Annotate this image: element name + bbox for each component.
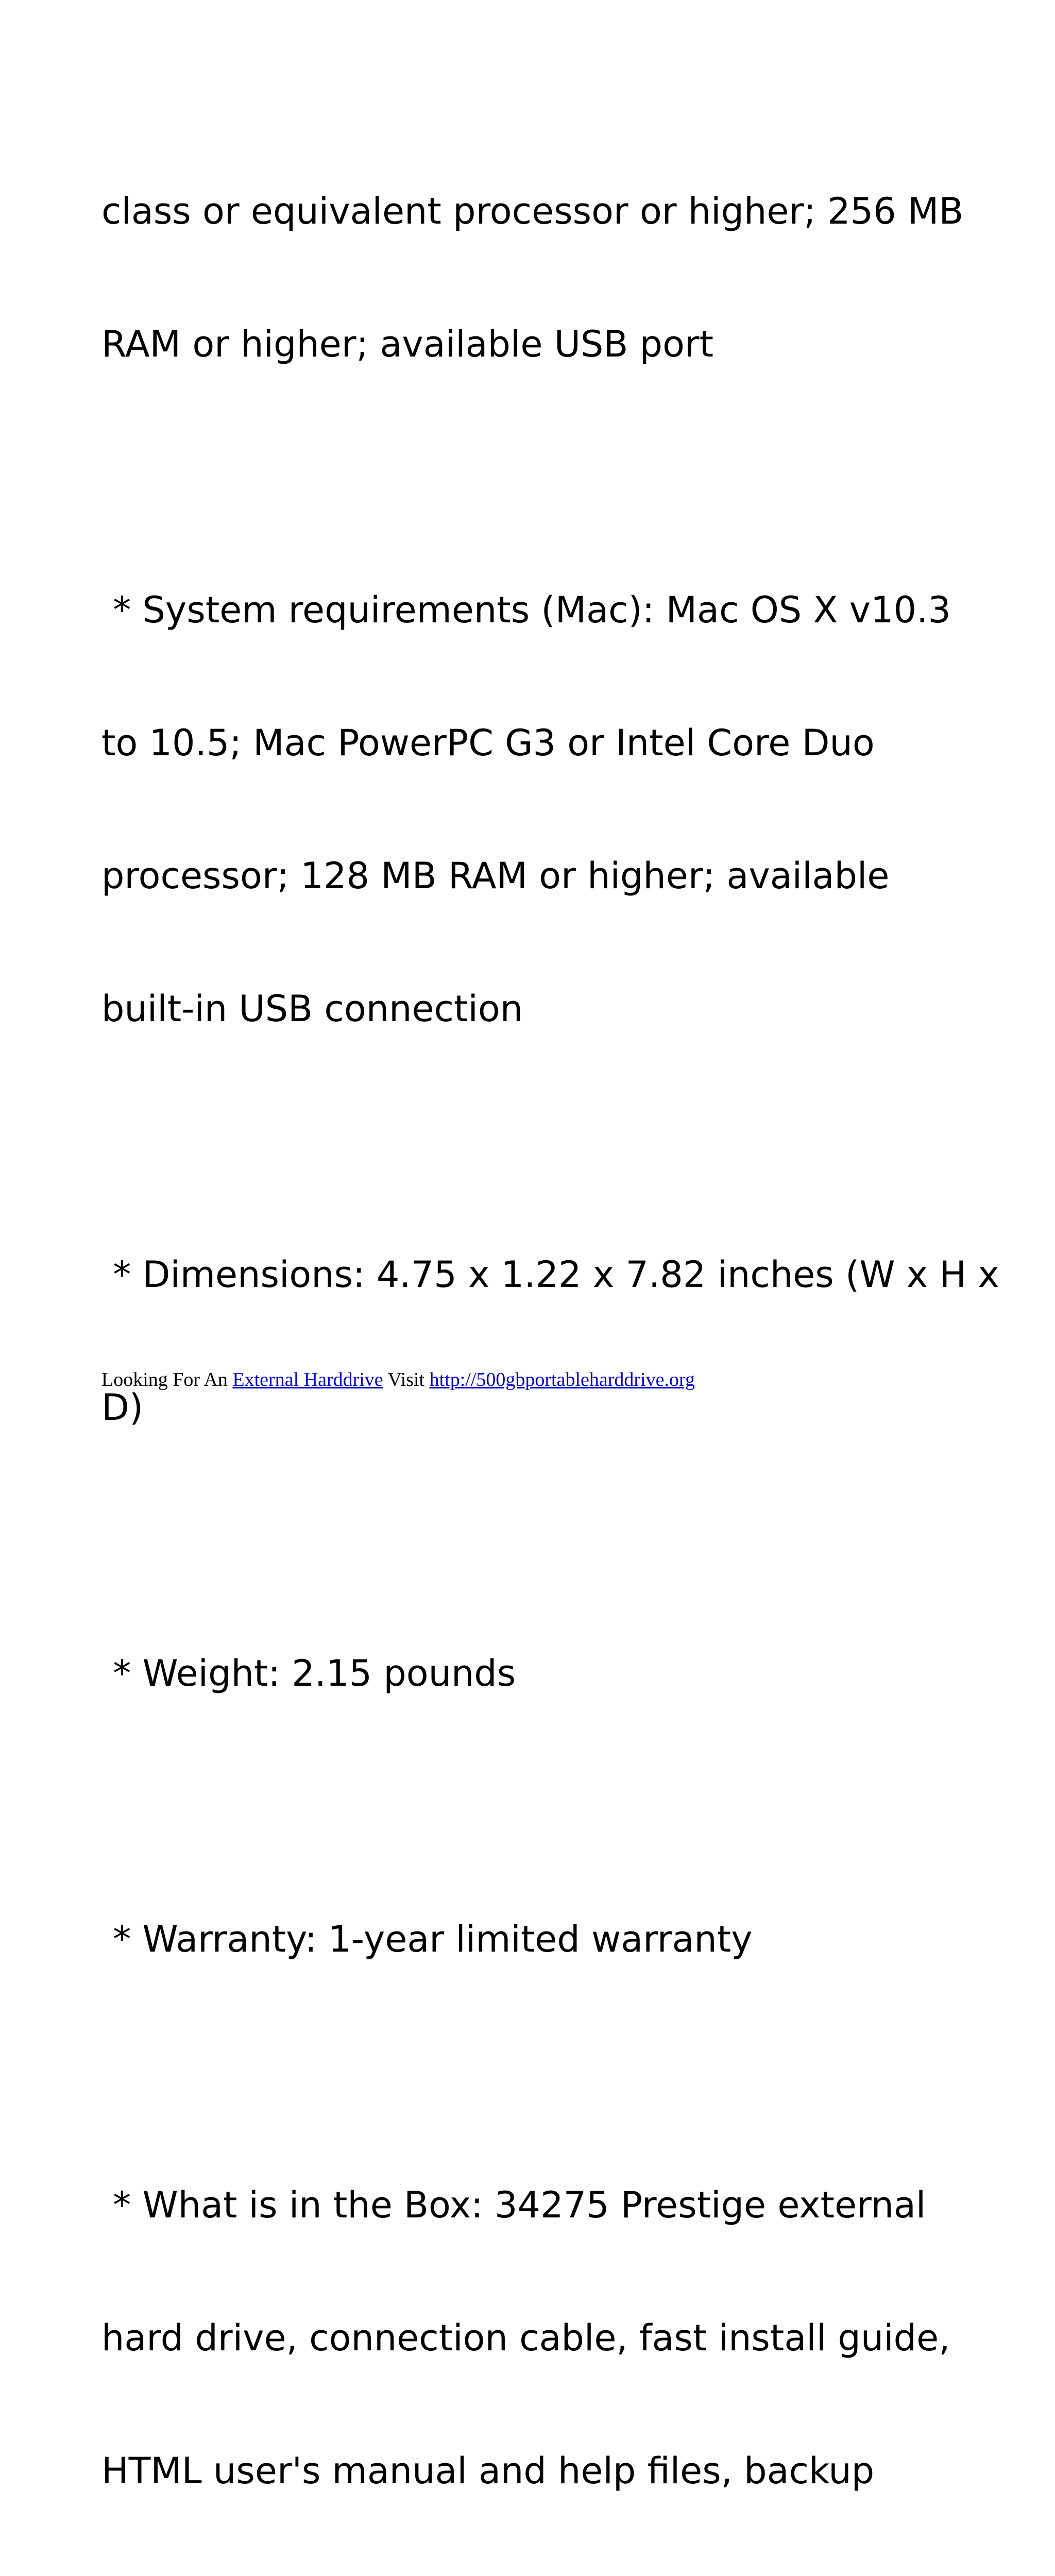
text-line: processor; 128 MB RAM or higher; available [101,855,890,897]
text-line: RAM or higher; available USB port [101,323,714,365]
text-line: * Dimensions: 4.75 x 1.22 x 7.82 inches (W x H x [101,1253,999,1296]
box-contents-item [101,2094,977,2576]
text-line: * Weight: 2.15 pounds [101,1652,516,1694]
text-line: D) [101,1386,144,1429]
text-line: * System requirements (Mac): Mac OS X v10.3 [101,589,951,631]
system-requirements-pc-continued [101,100,977,455]
text-line: class or equivalent processor or higher; 256 MB [101,190,964,232]
footer-middle: Visit [383,1369,430,1391]
warranty-item [101,1828,977,2050]
external-harddrive-link[interactable]: External Harddrive [232,1369,383,1391]
text-line: HTML user's manual and help files, backup [101,2450,875,2492]
page-footer [101,1368,695,1392]
weight-item [101,1563,977,1784]
text-line: * What is in the Box: 34275 Prestige external [101,2184,926,2226]
dimensions-item [101,1164,999,1518]
system-requirements-mac [101,499,977,1120]
document-body [101,100,999,2576]
text-line: hard drive, connection cable, fast install guide, [101,2317,950,2359]
text-line: to 10.5; Mac PowerPC G3 or Intel Core Duo [101,722,875,764]
text-line: * Warranty: 1-year limited warranty [101,1918,753,1960]
footer-prefix: Looking For An [101,1369,233,1391]
text-line: built-in USB connection [101,988,523,1030]
website-link[interactable]: http://500gbportableharddrive.org [429,1369,695,1391]
